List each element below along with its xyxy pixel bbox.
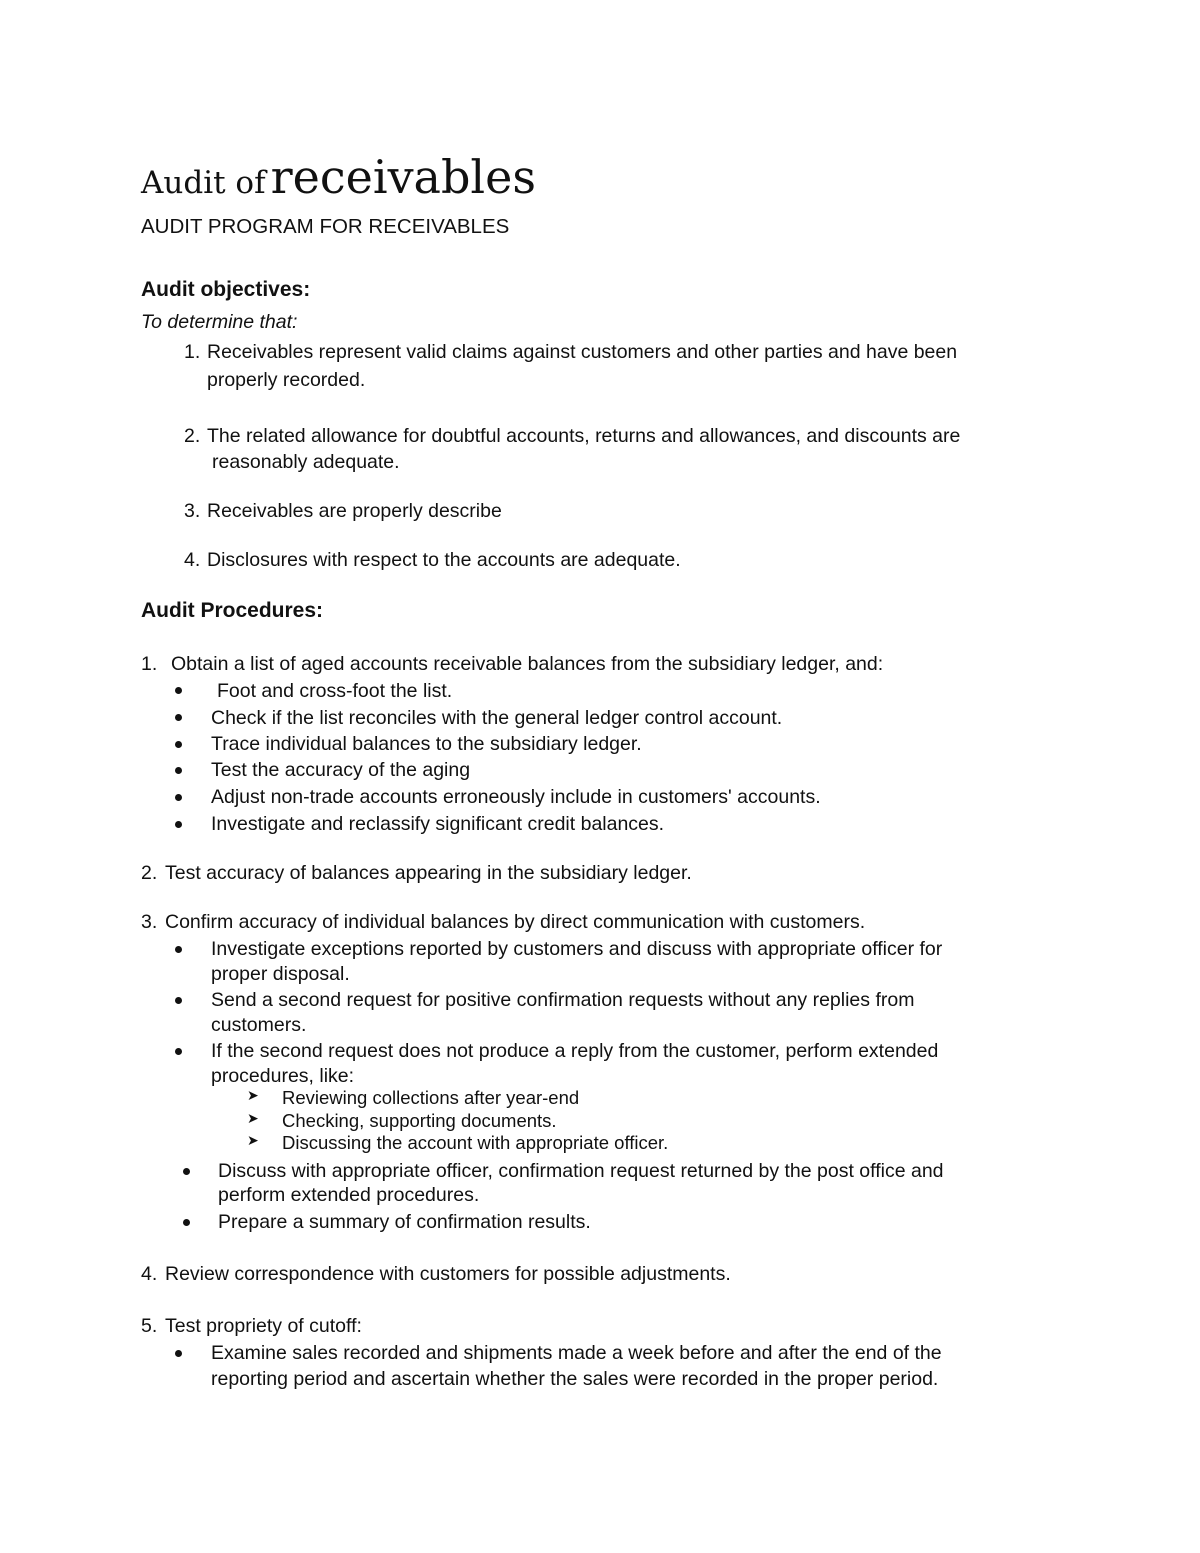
bullet-text: If the second request does not produce a reply from the customer, perform extended (211, 1040, 939, 1062)
sub-bullet-text: Discussing the account with appropriate officer. (282, 1132, 669, 1153)
bullet-text: Trace individual balances to the subsidiary ledger. (211, 733, 642, 755)
bullet-icon (175, 767, 182, 774)
bullet-text: proper disposal. (211, 963, 350, 985)
procedures-heading: Audit Procedures: (141, 599, 324, 622)
procedure-number: 5. (141, 1315, 158, 1337)
title-prefix: Audit of (141, 165, 266, 201)
objectives-heading: Audit objectives: (141, 278, 311, 301)
bullet-text: Investigate exceptions reported by customers and discuss with appropriate officer for (211, 938, 943, 960)
objective-text: The related allowance for doubtful accounts, returns and allowances, and discounts are (207, 425, 961, 447)
objectives-intro: To determine that: (141, 311, 298, 333)
bullet-text: customers. (211, 1014, 307, 1036)
arrow-bullet-icon: ➤ (247, 1111, 259, 1127)
bullet-icon (175, 714, 182, 721)
bullet-text: perform extended procedures. (218, 1184, 480, 1206)
bullet-icon (175, 1350, 182, 1357)
procedure-number: 3. (141, 911, 158, 933)
sub-bullet-text: Checking, supporting documents. (282, 1110, 557, 1131)
bullet-text: Investigate and reclassify significant credit balances. (211, 813, 665, 835)
bullet-icon (183, 1168, 190, 1175)
objective-number: 4. (184, 549, 201, 571)
objective-text: properly recorded. (207, 369, 366, 391)
bullet-icon (175, 946, 182, 953)
bullet-text: Send a second request for positive confirmation requests without any replies from (211, 989, 915, 1011)
objective-number: 1. (184, 341, 201, 363)
objective-text: Receivables are properly describe (207, 500, 502, 522)
bullet-text: Check if the list reconciles with the general ledger control account. (211, 707, 783, 729)
bullet-icon (175, 997, 182, 1004)
procedure-text: Confirm accuracy of individual balances by direct communication with customers. (165, 911, 866, 933)
procedure-text: Review correspondence with customers for possible adjustments. (165, 1263, 731, 1285)
arrow-bullet-icon: ➤ (247, 1088, 259, 1104)
objective-number: 3. (184, 500, 201, 522)
bullet-text: Prepare a summary of confirmation results. (218, 1211, 591, 1233)
bullet-text: Discuss with appropriate officer, confirmation request returned by the post office and (218, 1160, 944, 1182)
bullet-text: Test the accuracy of the aging (211, 759, 471, 781)
objective-text: Receivables represent valid claims against customers and other parties and have been (207, 341, 958, 363)
bullet-text: reporting period and ascertain whether the sales were recorded in the proper period. (211, 1368, 939, 1390)
document-subtitle: AUDIT PROGRAM FOR RECEIVABLES (141, 215, 510, 238)
bullet-text: Adjust non-trade accounts erroneously include in customers' accounts. (211, 786, 821, 808)
arrow-bullet-icon: ➤ (247, 1133, 259, 1149)
bullet-text: procedures, like: (211, 1065, 355, 1087)
procedure-number: 2. (141, 862, 158, 884)
bullet-icon (183, 1219, 190, 1226)
bullet-icon (175, 794, 182, 801)
procedure-number: 4. (141, 1263, 158, 1285)
bullet-icon (175, 1048, 182, 1055)
procedure-text: Obtain a list of aged accounts receivable balances from the subsidiary ledger, and: (171, 653, 884, 675)
bullet-text: Foot and cross-foot the list. (217, 680, 453, 702)
objective-number: 2. (184, 425, 201, 447)
procedure-text: Test accuracy of balances appearing in the subsidiary ledger. (165, 862, 692, 884)
bullet-icon (175, 821, 182, 828)
bullet-text: Examine sales recorded and shipments made a week before and after the end of the (211, 1342, 942, 1364)
objective-text: Disclosures with respect to the accounts are adequate. (207, 549, 681, 571)
bullet-icon (175, 741, 182, 748)
objective-text: reasonably adequate. (212, 451, 400, 473)
document-title (141, 150, 536, 204)
sub-bullet-text: Reviewing collections after year-end (282, 1087, 580, 1108)
procedure-text: Test propriety of cutoff: (165, 1315, 362, 1337)
bullet-icon (175, 687, 182, 694)
procedure-number: 1. (141, 653, 158, 675)
title-main: receivables (270, 150, 536, 204)
